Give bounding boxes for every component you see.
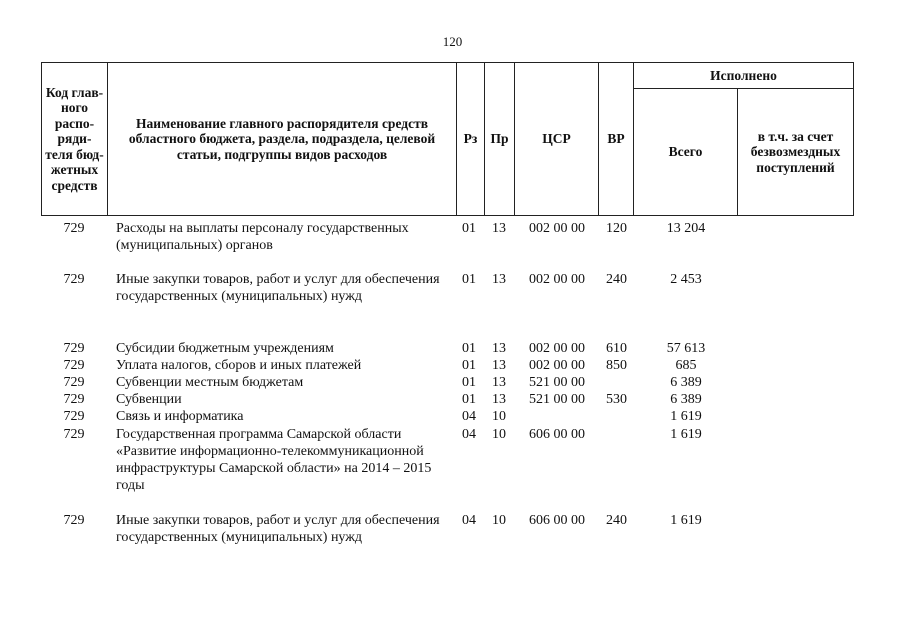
row-name: Уплата налогов, сборов и иных платежей — [116, 358, 362, 373]
row-vr: 240 — [606, 272, 627, 287]
row-pr: 13 — [492, 272, 506, 287]
row-total: 1 619 — [670, 513, 702, 528]
row-name: Связь и информатика — [116, 409, 244, 424]
row-code: 729 — [63, 272, 85, 287]
row-pr: 10 — [492, 409, 506, 424]
row-rz: 01 — [462, 375, 476, 390]
header-code: Код глав-ного распо-ряди-теля бюд-жетных средств — [42, 63, 108, 216]
row-code: 729 — [63, 341, 85, 356]
row-code: 729 — [63, 427, 85, 442]
header-pr: Пр — [485, 63, 515, 216]
row-rz: 04 — [462, 427, 476, 442]
row-rz: 04 — [462, 513, 476, 528]
row-pr: 13 — [492, 341, 506, 356]
header-rz: Рз — [457, 63, 485, 216]
row-csr: 002 00 00 — [529, 341, 585, 356]
row-vr: 610 — [606, 341, 627, 356]
row-pr: 10 — [492, 427, 506, 442]
row-rz: 04 — [462, 409, 476, 424]
row-total: 1 619 — [670, 409, 702, 424]
row-pr: 13 — [492, 358, 506, 373]
row-csr: 521 00 00 — [529, 392, 585, 407]
row-total: 6 389 — [670, 392, 702, 407]
row-pr: 10 — [492, 513, 506, 528]
row-csr: 606 00 00 — [529, 427, 585, 442]
row-vr: 530 — [606, 392, 627, 407]
row-csr: 606 00 00 — [529, 513, 585, 528]
row-csr: 002 00 00 — [529, 272, 585, 287]
header-free: в т.ч. за счет безвозмездных поступлений — [738, 89, 854, 216]
row-total: 57 613 — [666, 341, 706, 356]
header-executed: Исполнено — [634, 63, 854, 89]
header-csr: ЦСР — [515, 63, 599, 216]
row-code: 729 — [63, 221, 85, 236]
row-rz: 01 — [462, 221, 476, 236]
row-total: 13 204 — [666, 221, 706, 236]
row-total: 685 — [675, 358, 697, 373]
row-pr: 13 — [492, 221, 506, 236]
row-vr: 240 — [606, 513, 627, 528]
row-code: 729 — [63, 513, 85, 528]
header-vr: ВР — [599, 63, 634, 216]
row-code: 729 — [63, 375, 85, 390]
row-name: Расходы на выплаты персоналу государственных (муниципальных) органов — [116, 221, 409, 253]
header-total: Всего — [634, 89, 738, 216]
row-name: Государственная программа Самарской области «Развитие информационно-телекоммуникационной инфраструктуры Самарской области» на 2014 – 2015 годы — [116, 427, 432, 493]
row-vr: 120 — [606, 221, 627, 236]
row-pr: 13 — [492, 392, 506, 407]
row-rz: 01 — [462, 358, 476, 373]
row-csr: 002 00 00 — [529, 358, 585, 373]
row-csr: 521 00 00 — [529, 375, 585, 390]
row-name: Субвенции местным бюджетам — [116, 375, 304, 390]
row-total: 2 453 — [670, 272, 702, 287]
row-total: 1 619 — [670, 427, 702, 442]
row-name: Иные закупки товаров, работ и услуг для обеспечения государственных (муниципальных) нужд — [116, 513, 440, 545]
row-pr: 13 — [492, 375, 506, 390]
header-name: Наименование главного распорядителя средств областного бюджета, раздела, подраздела, целевой статьи, подгруппы видов расходов — [108, 63, 457, 216]
row-csr: 002 00 00 — [529, 221, 585, 236]
row-rz: 01 — [462, 341, 476, 356]
row-code: 729 — [63, 409, 85, 424]
row-rz: 01 — [462, 272, 476, 287]
row-code: 729 — [63, 392, 85, 407]
page-number: 120 — [442, 34, 463, 49]
row-rz: 01 — [462, 392, 476, 407]
row-name: Субвенции — [116, 392, 182, 407]
row-name: Иные закупки товаров, работ и услуг для обеспечения государственных (муниципальных) нужд — [116, 272, 440, 304]
row-vr: 850 — [606, 358, 627, 373]
row-total: 6 389 — [670, 375, 702, 390]
row-code: 729 — [63, 358, 85, 373]
row-name: Субсидии бюджетным учреждениям — [116, 341, 334, 356]
